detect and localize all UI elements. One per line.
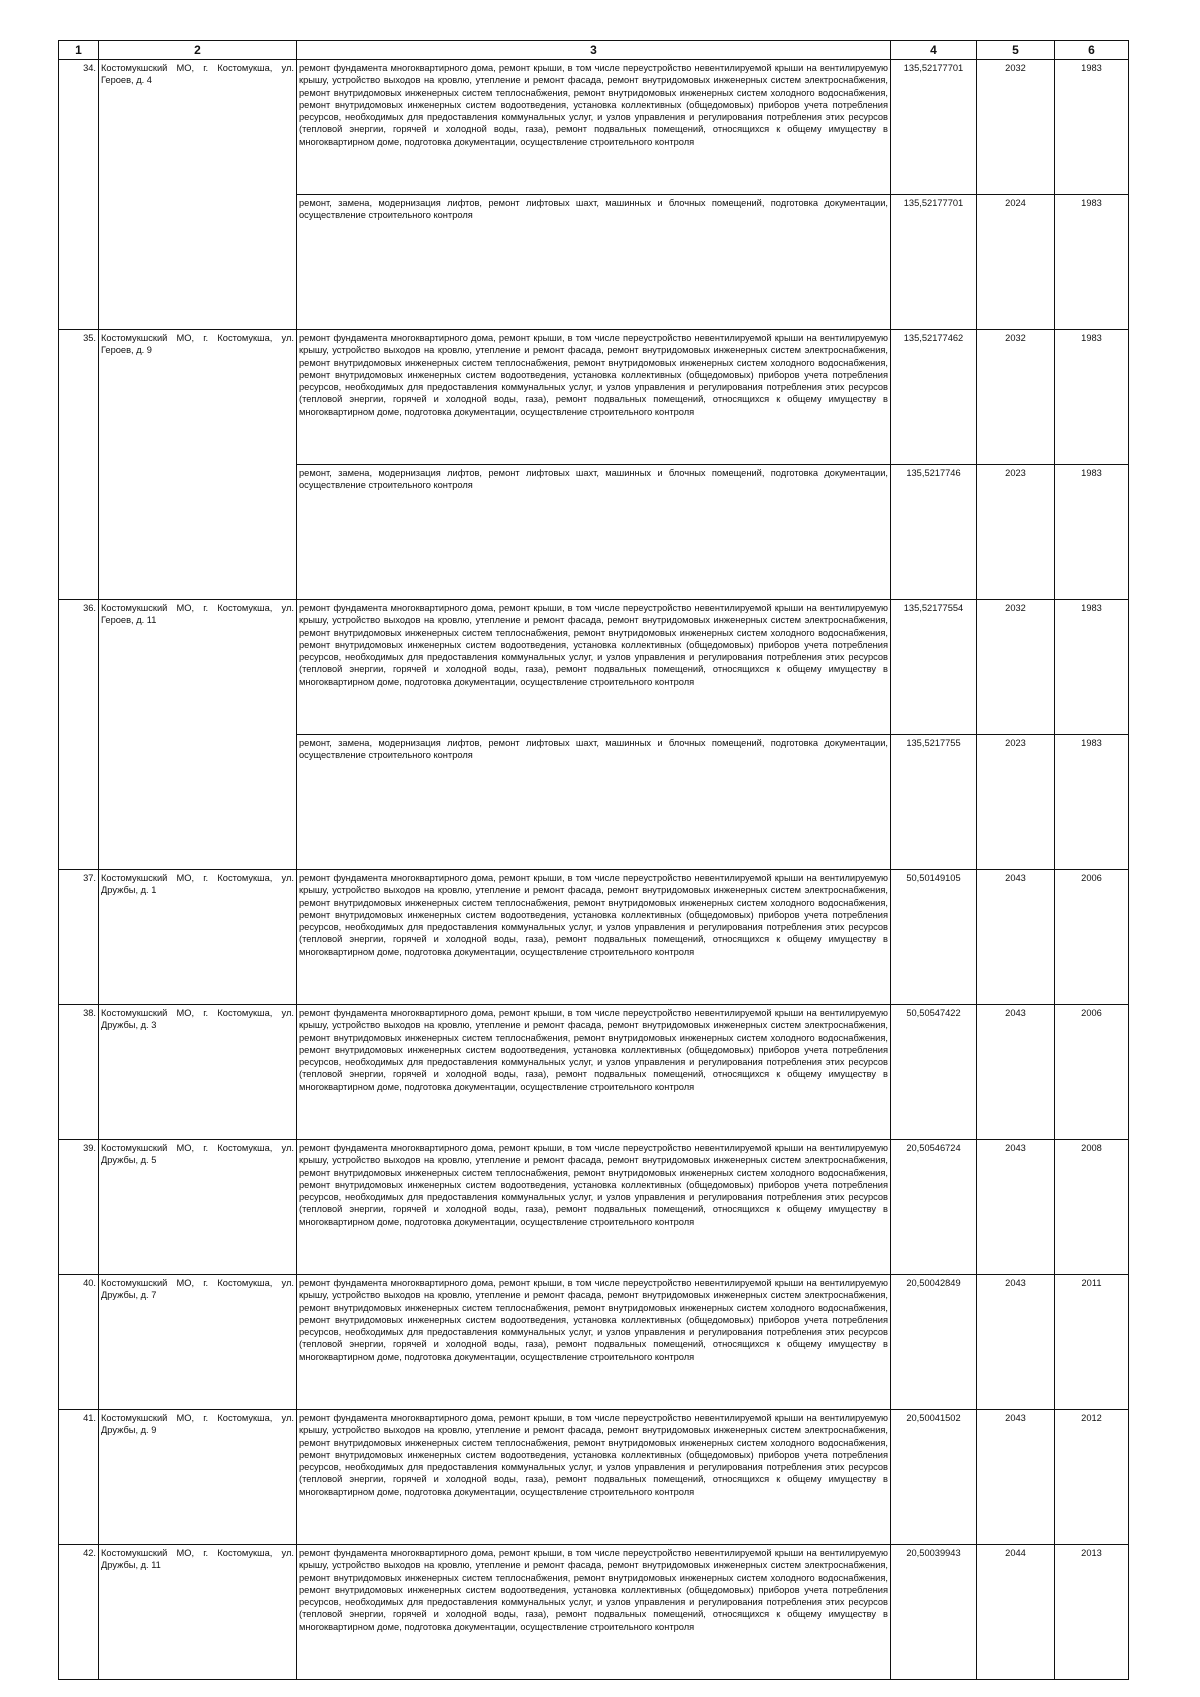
repair-year-cell: 2044	[977, 1545, 1055, 1680]
header-col-5: 5	[977, 41, 1055, 60]
cost-cell: 20,50042849	[891, 1275, 977, 1410]
built-year-cell: 1983	[1055, 735, 1129, 870]
works-cell: ремонт фундамента многоквартирного дома, ремонт крыши, в том числе переустройство невентилируемой крыши на вентилируемую крышу, устройство выходов на кровлю, утепление и ремонт фасада, ремонт внутридомовых инженерных систем электроснабжения, ремонт внутридомовых инженерных систем теплоснабжения, ремонт внутридомовых инженерных систем холодного водоснабжения, ремонт внутридомовых инженерных систем водоотведения, установка коллективных (общедомовых) приборов учета потребления ресурсов, необходимых для предоставления коммунальных услуг, и узлов управления и регулирования потребления этих ресурсов (тепловой энергии, горячей и холодной воды, газа), ремонт подвальных помещений, относящихся к общему имуществу в многоквартирном доме, подготовка документации, осуществление строительного контроля	[297, 870, 891, 1005]
built-year-cell: 2013	[1055, 1545, 1129, 1680]
repair-year-cell: 2032	[977, 600, 1055, 735]
repair-year-cell: 2043	[977, 1410, 1055, 1545]
repair-year-cell: 2032	[977, 330, 1055, 465]
built-year-cell: 2006	[1055, 870, 1129, 1005]
header-col-4: 4	[891, 41, 977, 60]
works-cell: ремонт, замена, модернизация лифтов, ремонт лифтовых шахт, машинных и блочных помещений, подготовка документации, осуществление строительного контроля	[297, 195, 891, 330]
row-number: 38.	[59, 1005, 99, 1140]
repair-year-cell: 2023	[977, 465, 1055, 600]
header-row	[59, 41, 1129, 60]
address-cell: Костомукшский МО, г. Костомукша, ул. Дружбы, д. 9	[99, 1410, 297, 1545]
cost-cell: 135,52177701	[891, 60, 977, 195]
cost-cell: 20,50039943	[891, 1545, 977, 1680]
built-year-cell: 2012	[1055, 1410, 1129, 1545]
row-number: 35.	[59, 330, 99, 600]
cost-cell: 135,52177554	[891, 600, 977, 735]
works-cell: ремонт фундамента многоквартирного дома, ремонт крыши, в том числе переустройство невентилируемой крыши на вентилируемую крышу, устройство выходов на кровлю, утепление и ремонт фасада, ремонт внутридомовых инженерных систем электроснабжения, ремонт внутридомовых инженерных систем теплоснабжения, ремонт внутридомовых инженерных систем холодного водоснабжения, ремонт внутридомовых инженерных систем водоотведения, установка коллективных (общедомовых) приборов учета потребления ресурсов, необходимых для предоставления коммунальных услуг, и узлов управления и регулирования потребления этих ресурсов (тепловой энергии, горячей и холодной воды, газа), ремонт подвальных помещений, относящихся к общему имуществу в многоквартирном доме, подготовка документации, осуществление строительного контроля	[297, 600, 891, 735]
built-year-cell: 2008	[1055, 1140, 1129, 1275]
works-cell: ремонт фундамента многоквартирного дома, ремонт крыши, в том числе переустройство невентилируемой крыши на вентилируемую крышу, устройство выходов на кровлю, утепление и ремонт фасада, ремонт внутридомовых инженерных систем электроснабжения, ремонт внутридомовых инженерных систем теплоснабжения, ремонт внутридомовых инженерных систем холодного водоснабжения, ремонт внутридомовых инженерных систем водоотведения, установка коллективных (общедомовых) приборов учета потребления ресурсов, необходимых для предоставления коммунальных услуг, и узлов управления и регулирования потребления этих ресурсов (тепловой энергии, горячей и холодной воды, газа), ремонт подвальных помещений, относящихся к общему имуществу в многоквартирном доме, подготовка документации, осуществление строительного контроля	[297, 330, 891, 465]
repair-year-cell: 2023	[977, 735, 1055, 870]
address-cell: Костомукшский МО, г. Костомукша, ул. Героев, д. 9	[99, 330, 297, 600]
table-row	[59, 1410, 1129, 1545]
capital-repair-table	[58, 40, 1129, 1680]
built-year-cell: 1983	[1055, 465, 1129, 600]
works-cell: ремонт фундамента многоквартирного дома, ремонт крыши, в том числе переустройство невентилируемой крыши на вентилируемую крышу, устройство выходов на кровлю, утепление и ремонт фасада, ремонт внутридомовых инженерных систем электроснабжения, ремонт внутридомовых инженерных систем теплоснабжения, ремонт внутридомовых инженерных систем холодного водоснабжения, ремонт внутридомовых инженерных систем водоотведения, установка коллективных (общедомовых) приборов учета потребления ресурсов, необходимых для предоставления коммунальных услуг, и узлов управления и регулирования потребления этих ресурсов (тепловой энергии, горячей и холодной воды, газа), ремонт подвальных помещений, относящихся к общему имуществу в многоквартирном доме, подготовка документации, осуществление строительного контроля	[297, 1275, 891, 1410]
row-number: 36.	[59, 600, 99, 870]
row-number: 34.	[59, 60, 99, 330]
table-row	[59, 330, 1129, 465]
table-row	[59, 870, 1129, 1005]
address-cell: Костомукшский МО, г. Костомукша, ул. Дружбы, д. 3	[99, 1005, 297, 1140]
works-cell: ремонт фундамента многоквартирного дома, ремонт крыши, в том числе переустройство невентилируемой крыши на вентилируемую крышу, устройство выходов на кровлю, утепление и ремонт фасада, ремонт внутридомовых инженерных систем электроснабжения, ремонт внутридомовых инженерных систем теплоснабжения, ремонт внутридомовых инженерных систем холодного водоснабжения, ремонт внутридомовых инженерных систем водоотведения, установка коллективных (общедомовых) приборов учета потребления ресурсов, необходимых для предоставления коммунальных услуг, и узлов управления и регулирования потребления этих ресурсов (тепловой энергии, горячей и холодной воды, газа), ремонт подвальных помещений, относящихся к общему имуществу в многоквартирном доме, подготовка документации, осуществление строительного контроля	[297, 60, 891, 195]
row-number: 41.	[59, 1410, 99, 1545]
built-year-cell: 2006	[1055, 1005, 1129, 1140]
header-col-3: 3	[297, 41, 891, 60]
cost-cell: 50,50547422	[891, 1005, 977, 1140]
works-cell: ремонт фундамента многоквартирного дома, ремонт крыши, в том числе переустройство невентилируемой крыши на вентилируемую крышу, устройство выходов на кровлю, утепление и ремонт фасада, ремонт внутридомовых инженерных систем электроснабжения, ремонт внутридомовых инженерных систем теплоснабжения, ремонт внутридомовых инженерных систем холодного водоснабжения, ремонт внутридомовых инженерных систем водоотведения, установка коллективных (общедомовых) приборов учета потребления ресурсов, необходимых для предоставления коммунальных услуг, и узлов управления и регулирования потребления этих ресурсов (тепловой энергии, горячей и холодной воды, газа), ремонт подвальных помещений, относящихся к общему имуществу в многоквартирном доме, подготовка документации, осуществление строительного контроля	[297, 1140, 891, 1275]
works-cell: ремонт фундамента многоквартирного дома, ремонт крыши, в том числе переустройство невентилируемой крыши на вентилируемую крышу, устройство выходов на кровлю, утепление и ремонт фасада, ремонт внутридомовых инженерных систем электроснабжения, ремонт внутридомовых инженерных систем теплоснабжения, ремонт внутридомовых инженерных систем холодного водоснабжения, ремонт внутридомовых инженерных систем водоотведения, установка коллективных (общедомовых) приборов учета потребления ресурсов, необходимых для предоставления коммунальных услуг, и узлов управления и регулирования потребления этих ресурсов (тепловой энергии, горячей и холодной воды, газа), ремонт подвальных помещений, относящихся к общему имуществу в многоквартирном доме, подготовка документации, осуществление строительного контроля	[297, 1005, 891, 1140]
works-cell: ремонт, замена, модернизация лифтов, ремонт лифтовых шахт, машинных и блочных помещений, подготовка документации, осуществление строительного контроля	[297, 735, 891, 870]
table-row	[59, 1545, 1129, 1680]
table-row	[59, 1005, 1129, 1140]
built-year-cell: 2011	[1055, 1275, 1129, 1410]
cost-cell: 20,50546724	[891, 1140, 977, 1275]
repair-year-cell: 2024	[977, 195, 1055, 330]
table-row	[59, 600, 1129, 735]
table-row	[59, 1140, 1129, 1275]
row-number: 37.	[59, 870, 99, 1005]
header-col-1: 1	[59, 41, 99, 60]
cost-cell: 20,50041502	[891, 1410, 977, 1545]
works-cell: ремонт фундамента многоквартирного дома, ремонт крыши, в том числе переустройство невентилируемой крыши на вентилируемую крышу, устройство выходов на кровлю, утепление и ремонт фасада, ремонт внутридомовых инженерных систем электроснабжения, ремонт внутридомовых инженерных систем теплоснабжения, ремонт внутридомовых инженерных систем холодного водоснабжения, ремонт внутридомовых инженерных систем водоотведения, установка коллективных (общедомовых) приборов учета потребления ресурсов, необходимых для предоставления коммунальных услуг, и узлов управления и регулирования потребления этих ресурсов (тепловой энергии, горячей и холодной воды, газа), ремонт подвальных помещений, относящихся к общему имуществу в многоквартирном доме, подготовка документации, осуществление строительного контроля	[297, 1410, 891, 1545]
repair-year-cell: 2032	[977, 60, 1055, 195]
address-cell: Костомукшский МО, г. Костомукша, ул. Дружбы, д. 1	[99, 870, 297, 1005]
works-cell: ремонт, замена, модернизация лифтов, ремонт лифтовых шахт, машинных и блочных помещений, подготовка документации, осуществление строительного контроля	[297, 465, 891, 600]
address-cell: Костомукшский МО, г. Костомукша, ул. Героев, д. 11	[99, 600, 297, 870]
address-cell: Костомукшский МО, г. Костомукша, ул. Героев, д. 4	[99, 60, 297, 330]
works-cell: ремонт фундамента многоквартирного дома, ремонт крыши, в том числе переустройство невентилируемой крыши на вентилируемую крышу, устройство выходов на кровлю, утепление и ремонт фасада, ремонт внутридомовых инженерных систем электроснабжения, ремонт внутридомовых инженерных систем теплоснабжения, ремонт внутридомовых инженерных систем холодного водоснабжения, ремонт внутридомовых инженерных систем водоотведения, установка коллективных (общедомовых) приборов учета потребления ресурсов, необходимых для предоставления коммунальных услуг, и узлов управления и регулирования потребления этих ресурсов (тепловой энергии, горячей и холодной воды, газа), ремонт подвальных помещений, относящихся к общему имуществу в многоквартирном доме, подготовка документации, осуществление строительного контроля	[297, 1545, 891, 1680]
table-row	[59, 60, 1129, 195]
repair-year-cell: 2043	[977, 1275, 1055, 1410]
address-cell: Костомукшский МО, г. Костомукша, ул. Дружбы, д. 11	[99, 1545, 297, 1680]
built-year-cell: 1983	[1055, 600, 1129, 735]
address-cell: Костомукшский МО, г. Костомукша, ул. Дружбы, д. 7	[99, 1275, 297, 1410]
header-col-2: 2	[99, 41, 297, 60]
built-year-cell: 1983	[1055, 195, 1129, 330]
built-year-cell: 1983	[1055, 60, 1129, 195]
address-cell: Костомукшский МО, г. Костомукша, ул. Дружбы, д. 5	[99, 1140, 297, 1275]
built-year-cell: 1983	[1055, 330, 1129, 465]
cost-cell: 135,52177462	[891, 330, 977, 465]
repair-year-cell: 2043	[977, 1140, 1055, 1275]
cost-cell: 135,52177701	[891, 195, 977, 330]
repair-year-cell: 2043	[977, 1005, 1055, 1140]
row-number: 42.	[59, 1545, 99, 1680]
cost-cell: 135,5217755	[891, 735, 977, 870]
table-row	[59, 1275, 1129, 1410]
repair-year-cell: 2043	[977, 870, 1055, 1005]
row-number: 40.	[59, 1275, 99, 1410]
row-number: 39.	[59, 1140, 99, 1275]
cost-cell: 135,5217746	[891, 465, 977, 600]
header-col-6: 6	[1055, 41, 1129, 60]
cost-cell: 50,50149105	[891, 870, 977, 1005]
